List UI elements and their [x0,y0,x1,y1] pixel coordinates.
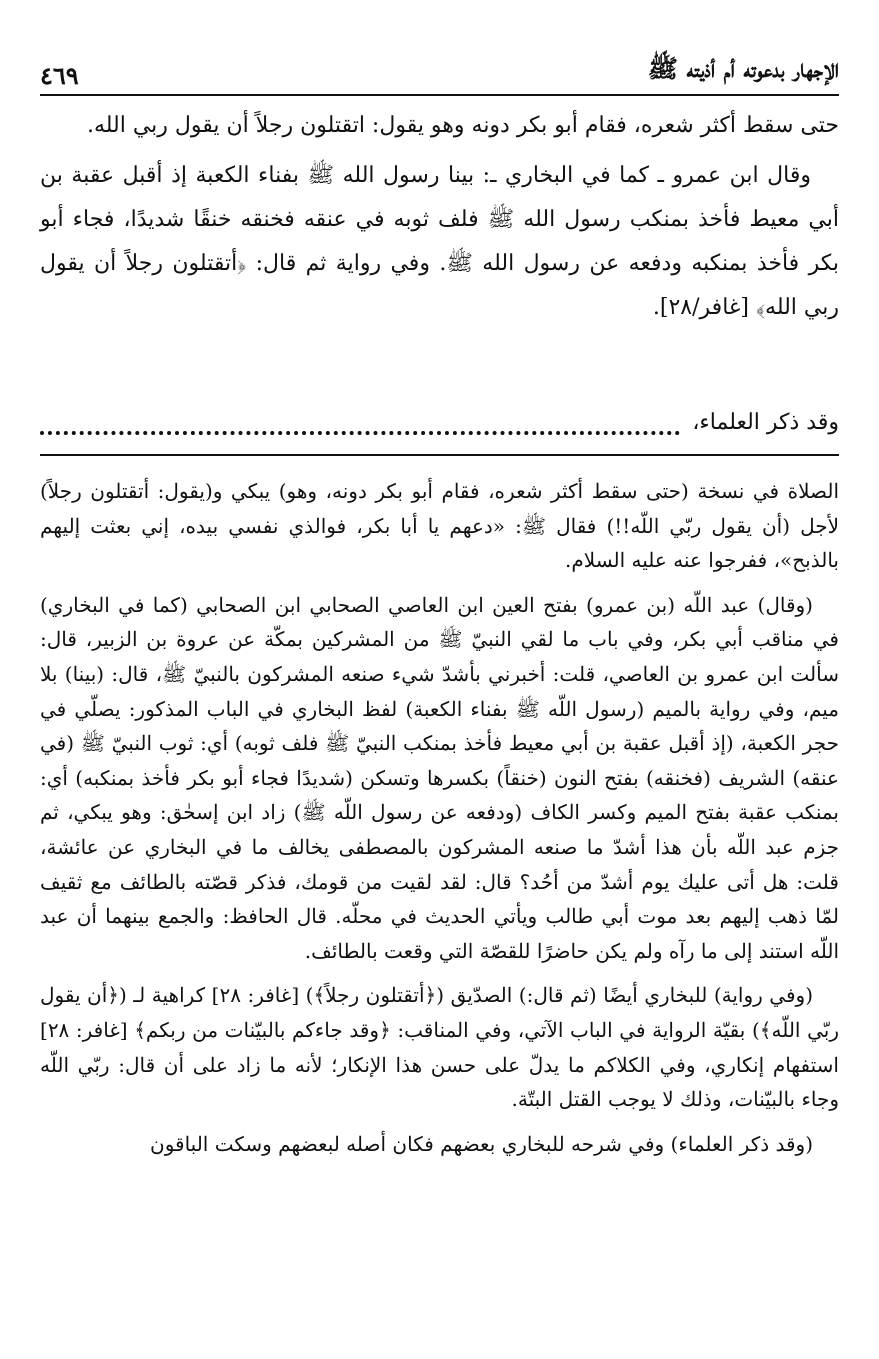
section-divider [40,454,839,456]
running-title: الإجهار بدعوته أم أذيته ﷺ [647,54,839,83]
page-header [40,38,839,90]
commentary-paragraph-3: (وفي رواية) للبخاري أيضًا (ثم قال:) الصدّيق (﴿أتقتلون رجلاً﴾) [غافر: ٢٨] كراهية لـ (﴿أن يقول ربّي اللّه﴾) بقيّة الرواية في الباب الآتي، وفي المناقب: ﴿وقد جاءكم بالبيّنات من ربكم﴾ [غافر: ٢٨] استفهام إنكاري، وفي الكلاكم ما يدلّ على حسن هذا الإنكار؛ لأنه ما زاد على أن قال: ربّي اللّه وجاء بالبيّنات، وذلك لا يوجب القتل البتّة. [40,983,839,1112]
continuation-text: وقد ذكر العلماء، [692,410,839,435]
main-text-paragraph-2: وقال ابن عمرو ـ كما في البخاري ـ: بينا رسول الله ﷺ بفناء الكعبة إذ أقبل عقبة بن أبي معيط فأخذ بمنكب رسول الله ﷺ فلف ثوبه في عنقه فخنقه خنقًا شديدًا، فجاء أبو بكر فأخذ بمنكبه ودفعه عن رسول الله ﷺ. وفي رواية ثم قال: ﴿أتقتلون رجلاً أن يقول ربي الله﴾ [غافر/٢٨]. [40,163,839,320]
commentary-paragraph-2: (وقال) عبد اللّه (بن عمرو) بفتح العين ابن العاصي الصحابي ابن الصحابي (كما في البخاري) في مناقب أبي بكر، وفي باب ما لقي النبيّ ﷺ من المشركين بمكّة عن عروة بن الزبير، قال: سألت ابن عمرو بن العاصي، قلت: أخبرني بأشدّ شيء صنعه المشركون بالنبيّ ﷺ، قال: (بينا) بلا ميم، وفي رواية بالميم (رسول اللّه ﷺ بفناء الكعبة) لفظ البخاري في الباب المذكور: يصلّي في حجر الكعبة، (إذ أقبل عقبة بن أبي معيط فأخذ بمنكب النبيّ ﷺ فلف ثوبه) أي: ثوب النبيّ ﷺ (في عنقه) الشريف (فخنقه) بفتح النون (خنقاً) بكسرها وتسكن (شديدًا فجاء أبو بكر فأخذ بمنكبه) أي: بمنكب عقبة بفتح الميم وكسر الكاف (ودفعه عن رسول اللّه ﷺ) زاد ابن إسحٰق: وهو يبكي، ثم جزم عبد اللّه بأن هذا أشدّ ما صنعه المشركون بالمصطفى يخالف ما في البخاري عن عائشة، قلت: هل أتى عليك يوم أشدّ من أحُد؟ قال: لقد لقيت من قومك، فذكر قصّته بالطائف مع ثقيف لمّا ذهب إليهم بعد موت أبي طالب ويأتي الحديث في محلّه. قال الحافظ: والجمع بينهما أن عبد اللّه استند إلى ما رآه ولم يكن حاضرًا للقصّة التي وقعت بالطائف. [40,592,839,963]
header-rule [40,94,839,96]
main-text [40,104,839,336]
dotted-leader [40,417,680,435]
commentary [40,474,839,1171]
page-number: ٤٦٩ [40,61,79,90]
commentary-paragraph-1: الصلاة في نسخة (حتى سقط أكثر شعره، فقام أبو بكر دونه، وهو) يبكي و(يقول: أتقتلون رجلاً) لأجل (أن يقول ربّي اللّه!!) فقال ﷺ: «دعهم يا أبا بكر، فوالذي نفسي بيده، إني بعثت إليهم بالذبح»، ففرجوا عنه عليه السلام. [40,479,839,573]
commentary-paragraph-4: (وقد ذكر العلماء) وفي شرحه للبخاري بعضهم فكان أصله لبعضهم وسكت الباقون [150,1131,813,1156]
continuation-line [40,410,839,435]
main-text-paragraph-1: حتى سقط أكثر شعره، فقام أبو بكر دونه وهو يقول: اتقتلون رجلاً أن يقول ربي الله. [86,113,839,138]
